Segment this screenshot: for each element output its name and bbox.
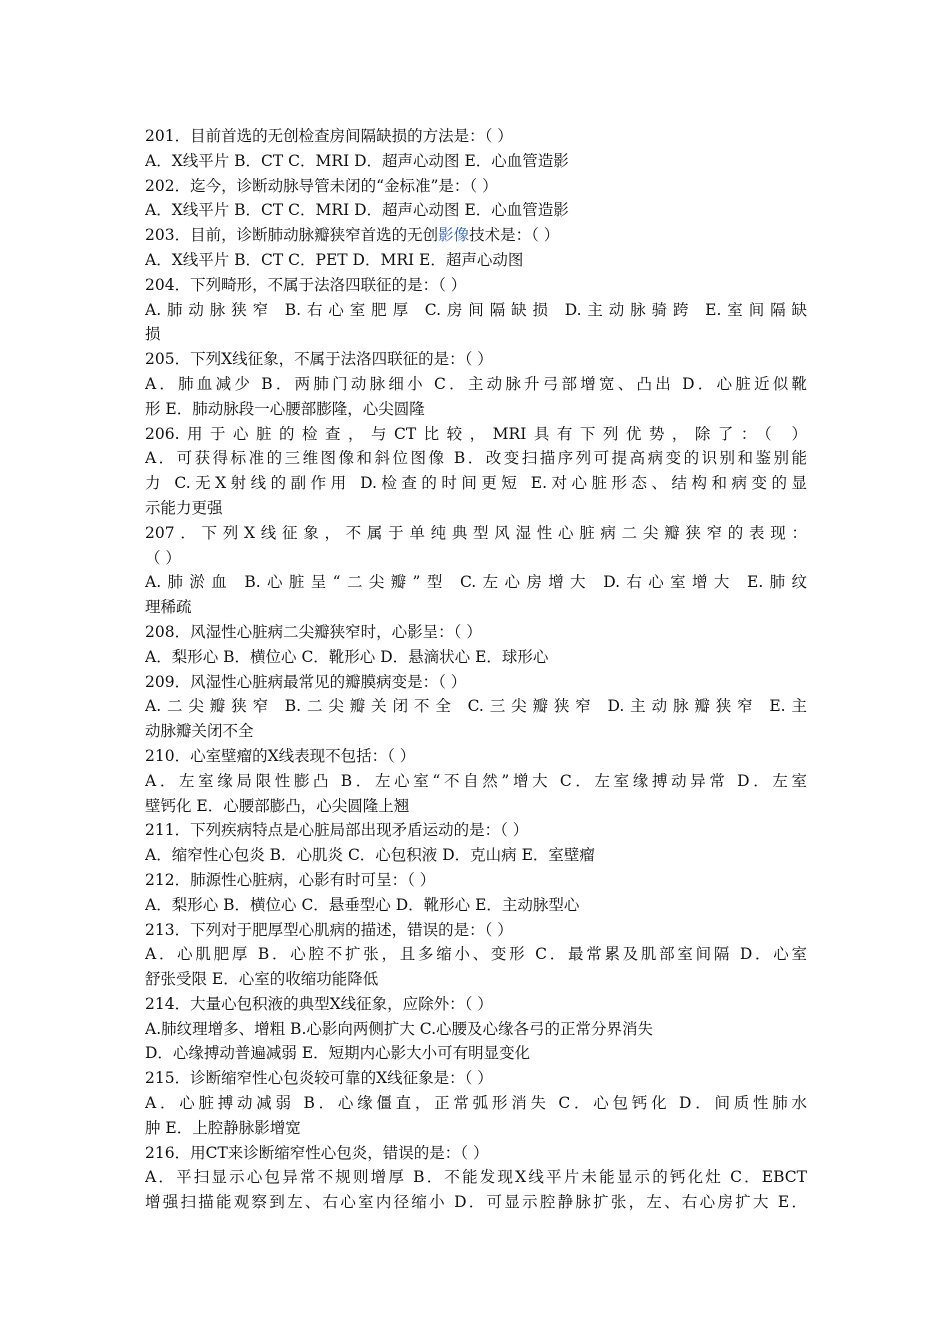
text-line: 213．下列对于肥厚型心肌病的描述，错误的是：（ ） xyxy=(145,920,513,939)
text-line: 204．下列畸形，不属于法洛四联征的是：（ ） xyxy=(145,275,467,294)
text-line: 206.用于心脏的检查，与CT比较，MRI具有下列优势，除了：（ ） xyxy=(145,424,807,443)
text-line: 215．诊断缩窄性心包炎较可靠的X线征象是：（ ） xyxy=(145,1069,493,1088)
text-line: A．X线平片 B．CT C．MRI D．超声心动图 E．心血管造影 xyxy=(145,201,569,220)
text-line: A.肺淤血 B.心脏呈“二尖瓣”型 C.左心房增大 D.右心室增大 E.肺纹 xyxy=(145,573,807,592)
hyperlink-text[interactable]: 影像 xyxy=(438,226,470,245)
text-line: 216．用CT来诊断缩窄性心包炎，错误的是：（ ） xyxy=(145,1143,489,1162)
text-line: 理稀疏 xyxy=(145,598,192,617)
text-line: A．梨形心 B．横位心 C．悬垂型心 D．靴形心 E．主动脉型心 xyxy=(145,895,580,914)
text-line: 形 E．肺动脉段一心腰部膨隆，心尖圆隆 xyxy=(145,399,425,418)
text-line: 207．下列X线征象，不属于单纯典型风湿性心脏病二尖瓣狭窄的表现： xyxy=(145,523,807,542)
text-line: A．平扫显示心包异常不规则增厚 B．不能发现X线平片未能显示的钙化灶 C．EBCT xyxy=(145,1168,807,1187)
text-line: 损 xyxy=(145,325,161,344)
text-line: A．梨形心 B．横位心 C．靴形心 D．悬滴状心 E．球形心 xyxy=(145,647,549,666)
question-list xyxy=(145,124,807,1215)
text-line: A．心肌肥厚 B．心腔不扩张，且多缩小、变形 C．最常累及肌部室间隔 D．心室 xyxy=(145,945,807,964)
text-line: 212．肺源性心脏病，心影有时可呈：（ ） xyxy=(145,870,436,889)
text-line: 力 C.无X射线的副作用 D.检查的时间更短 E.对心脏形态、结构和病变的显 xyxy=(145,474,807,493)
text-line: 动脉瓣关闭不全 xyxy=(145,722,254,741)
text-line: 209．风湿性心脏病最常见的瓣膜病变是：（ ） xyxy=(145,672,467,691)
text-line: 壁钙化 E．心腰部膨凸，心尖圆隆上翘 xyxy=(145,796,410,815)
text-line: 208．风湿性心脏病二尖瓣狭窄时，心影呈：（ ） xyxy=(145,622,482,641)
text-line: A．X线平片 B．CT C．PET D．MRI E．超声心动图 xyxy=(145,250,524,269)
text-line: 210．心室壁瘤的X线表现不包括：（ ） xyxy=(145,746,416,765)
text-line: 201．目前首选的无创检查房间隔缺损的方法是：（ ） xyxy=(145,127,513,145)
text-line: A．X线平片 B．CT C．MRI D．超声心动图 E．心血管造影 xyxy=(145,151,569,170)
text-line: A．心脏搏动减弱 B．心缘僵直，正常弧形消失 C．心包钙化 D．间质性肺水 xyxy=(145,1094,807,1113)
text-line: 211．下列疾病特点是心脏局部出现矛盾运动的是：（ ） xyxy=(145,821,529,840)
text-line: D．心缘搏动普遍减弱 E．短期内心影大小可有明显变化 xyxy=(145,1044,531,1063)
text-line: A．肺血减少 B．两肺门动脉细小 C．主动脉升弓部增宽、凸出 D．心脏近似靴 xyxy=(145,374,807,393)
text-line: A．缩窄性心包炎 B．心肌炎 C．心包积液 D．克山病 E．室壁瘤 xyxy=(145,846,595,865)
text-line: A.肺动脉狭窄 B.右心室肥厚 C.房间隔缺损 D.主动脉骑跨 E.室间隔缺 xyxy=(145,300,807,319)
text-line: A.肺纹理增多、增粗 B.心影向两侧扩大 C.心腰及心缘各弓的正常分界消失 xyxy=(145,1019,654,1038)
text-line: 203．目前，诊断肺动脉瓣狭窄首选的无创影像技术是：（ ） xyxy=(145,226,560,245)
text-line: A．可获得标准的三维图像和斜位图像 B．改变扫描序列可提高病变的识别和鉴别能 xyxy=(145,449,807,468)
text-line: 205．下列X线征象，不属于法洛四联征的是：（ ） xyxy=(145,350,493,369)
text-line: 肿 E．上腔静脉影增宽 xyxy=(145,1118,301,1137)
text-line: 214．大量心包积液的典型X线征象，应除外：（ ） xyxy=(145,994,493,1013)
text-line: 增强扫描能观察到左、右心室内径缩小 D．可显示腔静脉扩张，左、右心房扩大 E． xyxy=(145,1193,807,1212)
text-line: 示能力更强 xyxy=(145,498,223,517)
text-line: A.二尖瓣狭窄 B.二尖瓣关闭不全 C.三尖瓣狭窄 D.主动脉瓣狭窄 E.主 xyxy=(145,697,807,716)
text-line: 202．迄今，诊断动脉导管未闭的“金标准”是：（ ） xyxy=(145,176,498,195)
text-line: 舒张受限 E．心室的收缩功能降低 xyxy=(145,970,379,989)
text-line: A．左室缘局限性膨凸 B．左心室“不自然”增大 C．左室缘搏动异常 D．左室 xyxy=(145,771,807,790)
text-line: （ ） xyxy=(145,548,181,567)
